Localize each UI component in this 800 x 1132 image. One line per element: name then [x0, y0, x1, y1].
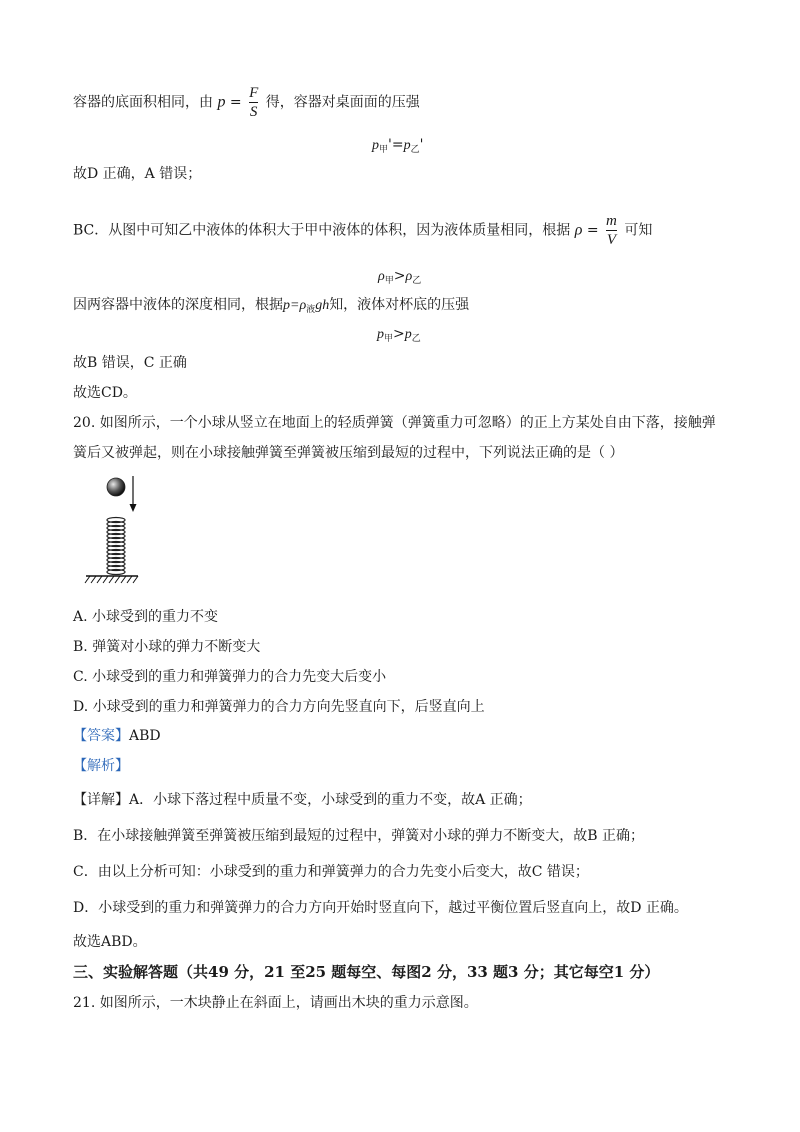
question-20-line2: 簧后又被弹起，则在小球接触弹簧至弹簧被压缩到最短的过程中，下列说法正确的是（ ） [73, 445, 624, 461]
text: 得，容器对桌面面的压强 [265, 94, 420, 111]
var: p [377, 327, 384, 342]
answer-value: ABD [129, 728, 161, 744]
var: ρ [405, 269, 413, 284]
option-b: B. 弹簧对小球的弹力不断变大 [73, 639, 261, 655]
ball-spring-figure [80, 470, 160, 590]
var: =ρ [290, 298, 307, 313]
text: BC．从图中可知乙中液体的体积大于甲中液体的体积，因为液体质量相同，根据 [73, 222, 571, 239]
text-line: 故选CD。 [73, 385, 137, 401]
ball [107, 478, 125, 496]
detail-a [73, 790, 532, 810]
numerator: m [606, 213, 617, 229]
var: p [372, 138, 379, 153]
formula-eq: = [229, 94, 242, 111]
spring-coil [107, 518, 125, 575]
option-d: D. 小球受到的重力和弹簧弹力的合力方向先竖直向下，后竖直向上 [73, 699, 485, 715]
text: 容器的底面积相同，由 [73, 94, 213, 111]
sub: 乙 [410, 145, 420, 155]
formula-eq: = [586, 222, 599, 239]
fraction-m-over-v [606, 212, 617, 249]
text-line: 故B 错误，C 正确 [73, 355, 187, 371]
equation-pressure-equal [372, 135, 423, 160]
var: p [403, 138, 411, 153]
pressure-formula-line [73, 84, 420, 121]
depth-line [73, 295, 469, 320]
detail-text: A．小球下落过程中质量不变，小球受到的重力不变，故A 正确； [129, 792, 532, 808]
formula-var: ρ [574, 221, 583, 239]
analysis-tag: 【解析】 [73, 758, 129, 774]
denominator: S [249, 104, 258, 120]
text: 知，液体对杯底的压强 [329, 297, 470, 313]
op: '= [388, 137, 404, 153]
sub: 甲 [379, 145, 389, 155]
var: gh [315, 298, 330, 313]
sub: 甲 [384, 276, 394, 286]
var: ρ [378, 269, 385, 284]
text: 可知 [624, 222, 653, 239]
question-21: 21. 如图所示，一木块静止在斜面上，请画出木块的重力示意图。 [73, 995, 478, 1011]
answer-line [73, 726, 161, 746]
sub: 液 [306, 305, 316, 315]
ground-hatch [85, 576, 138, 583]
text: 因两容器中液体的深度相同，根据 [73, 297, 283, 313]
equation-density-compare [378, 266, 421, 291]
section-heading: 三、实验解答题（共49 分，21 至25 题每空、每图2 分，33 题3 分；其它每空1 分） [73, 963, 660, 981]
text-line: 故D 正确，A 错误； [73, 166, 202, 182]
option-c: C. 小球受到的重力和弹簧弹力的合力先变大后变小 [73, 669, 387, 685]
density-formula-line [73, 212, 652, 249]
question-20-line1: 20. 如图所示，一个小球从竖立在地面上的轻质弹簧（弹簧重力可忽略）的正上方某处自由下落，接触弹 [73, 415, 716, 431]
conclusion: 故选ABD。 [73, 934, 147, 950]
var: p [404, 327, 412, 342]
detail-c: C．由以上分析可知：小球受到的重力和弹簧弹力的合力先变小后变大，故C 错误； [73, 864, 589, 880]
op: > [393, 268, 406, 284]
fraction-f-over-s [249, 84, 258, 121]
op: ' [419, 137, 424, 153]
detail-d: D．小球受到的重力和弹簧弹力的合力方向开始时竖直向下，越过平衡位置后竖直向上，故D 正确。 [73, 900, 688, 916]
answer-tag: 【答案】 [73, 728, 129, 744]
denominator: V [606, 232, 617, 248]
option-a: A. 小球受到的重力不变 [73, 609, 219, 625]
numerator: F [249, 85, 259, 101]
sub: 乙 [412, 276, 422, 286]
var: p [283, 298, 290, 313]
detail-b: B．在小球接触弹簧至弹簧被压缩到最短的过程中，弹簧对小球的弹力不断变大，故B 正确； [73, 828, 645, 844]
sub: 甲 [384, 334, 394, 344]
formula-var: p [217, 93, 226, 111]
op: > [393, 326, 405, 342]
sub: 乙 [411, 334, 421, 344]
detail-tag: 【详解】 [73, 792, 129, 808]
equation-pressure-compare [377, 324, 421, 349]
down-arrow-icon [130, 476, 137, 512]
